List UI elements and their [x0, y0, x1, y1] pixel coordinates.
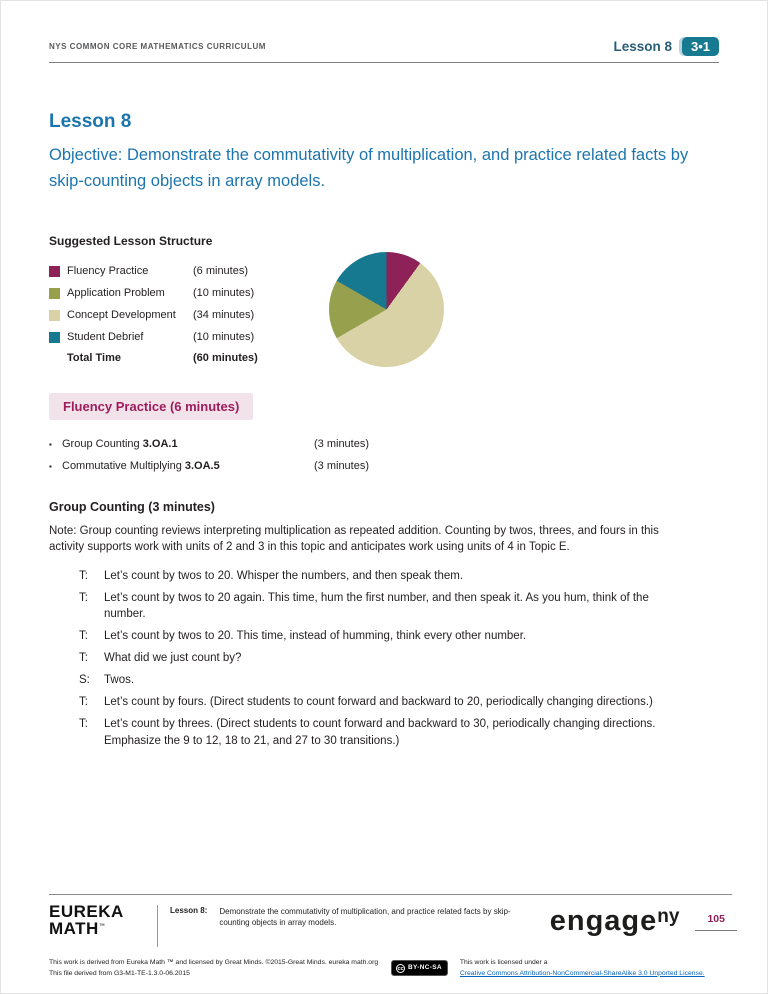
- dialogue-text: Twos.: [104, 674, 135, 687]
- page-footer: [49, 903, 737, 947]
- dialogue-text: Let’s count by fours. (Direct students to count forward and backward to 20, periodically changing directions.): [104, 696, 653, 709]
- dialogue-speaker: T:: [79, 569, 88, 582]
- license-notice: [460, 958, 737, 979]
- dialogue-speaker: T:: [79, 652, 88, 665]
- legend-item-time: (10 minutes): [193, 331, 255, 344]
- header-lesson-label: Lesson 8: [613, 39, 672, 54]
- fluency-practice-banner: Fluency Practice (6 minutes): [49, 393, 253, 420]
- engage-ny-logo: [550, 905, 680, 938]
- dialogue-text: What did we just count by?: [104, 652, 242, 665]
- activity-time: (3 minutes): [314, 460, 370, 473]
- header-right: [613, 37, 719, 56]
- total-time-value: (60 minutes): [193, 352, 258, 365]
- dialogue-speaker: T:: [79, 630, 88, 643]
- fluency-activity: [49, 460, 719, 482]
- lesson-structure-item: [49, 260, 289, 282]
- curriculum-label: NYS COMMON CORE MATHEMATICS CURRICULUM: [49, 42, 266, 51]
- eureka-logo-math: MATH: [49, 919, 99, 938]
- legend-item-time: (34 minutes): [193, 309, 255, 322]
- cc-by-nc-sa-badge: [391, 960, 448, 976]
- bullet-icon: ▪: [49, 440, 52, 450]
- legend-item-label: Concept Development: [67, 309, 176, 322]
- legend-color-swatch: [49, 332, 60, 343]
- activity-time: (3 minutes): [314, 438, 370, 451]
- dialogue-speaker: S:: [79, 674, 90, 687]
- dialogue-list: [49, 568, 719, 749]
- legend-color-swatch: [49, 266, 60, 277]
- license-prefix: This work is licensed under a: [459, 959, 548, 966]
- activity-standard: 3.OA.1: [142, 438, 178, 451]
- legend-item-time: (6 minutes): [193, 265, 249, 278]
- dialogue-line: [79, 694, 719, 710]
- lesson-title: Lesson 8: [49, 111, 132, 132]
- structure-heading: Suggested Lesson Structure: [49, 234, 213, 249]
- dialogue-line: [79, 650, 719, 666]
- lesson-objective: Objective: Demonstrate the commutativity of multiplication, and practice related facts by skip-counting objects in array models.: [49, 146, 689, 190]
- derivation-line1: This work is derived from Eureka Math ™ and licensed by Great Minds. ©2015-Great Minds. eureka math.org: [49, 959, 379, 966]
- dialogue-line: [79, 568, 719, 584]
- dialogue-speaker: T:: [79, 718, 88, 731]
- lesson-structure-item: [49, 304, 289, 326]
- legend-item-time: (10 minutes): [193, 287, 255, 300]
- page-number: 105: [695, 911, 737, 931]
- dialogue-line: [79, 590, 719, 622]
- group-counting-heading: Group Counting (3 minutes): [49, 500, 215, 515]
- eureka-logo-line2: [49, 920, 149, 937]
- page-header: [49, 37, 719, 56]
- grade-module-badge: 3•1: [682, 37, 719, 56]
- footer-divider: [49, 894, 732, 895]
- activity-text: [62, 460, 314, 472]
- dialogue-speaker: T:: [79, 591, 88, 604]
- fluency-activity: [49, 438, 719, 460]
- creative-commons-icon: cc: [397, 965, 404, 972]
- footer-lesson-label: Lesson 8:: [170, 906, 208, 915]
- engage-ny-logo-sup: ny: [657, 906, 680, 927]
- header-divider: [49, 62, 719, 63]
- lesson-structure-item: [49, 326, 289, 348]
- dialogue-speaker: T:: [79, 696, 88, 709]
- lesson-structure-section: [49, 260, 719, 367]
- dialogue-text: Let’s count by twos to 20. This time, instead of humming, think every other number.: [104, 630, 527, 643]
- total-time-row: [49, 352, 289, 364]
- cc-badge-label: BY-NC-SA: [408, 964, 442, 971]
- fluency-activities-list: [49, 438, 719, 482]
- legend-item-label: Student Debrief: [67, 331, 144, 344]
- license-link[interactable]: Creative Commons Attribution-NonCommercial-ShareAlike 3.0 Unported License.: [459, 969, 705, 977]
- legend-color-swatch: [49, 310, 60, 321]
- license-strip: [49, 958, 737, 979]
- footer-lesson-description: Demonstrate the commutativity of multiplication, and practice related facts by skip-counting objects in array models.: [219, 907, 511, 928]
- legend-item-label: Fluency Practice: [67, 265, 149, 278]
- dialogue-text: Let’s count by threes. (Direct students to count forward and backward to 30, periodically changing directions. Emphasize the 9 to 12, 18 to 21, and 27 to 30 transitions.): [104, 718, 656, 747]
- dialogue-text: Let’s count by twos to 20. Whisper the numbers, and then speak them.: [104, 569, 464, 582]
- engage-ny-logo-text: engage: [549, 905, 658, 937]
- dialogue-line: [79, 628, 719, 644]
- group-counting-note: Note: Group counting reviews interpreting multiplication as repeated addition. Counting by twos, threes, and fours in this activity supports work with units of 2 and 3 in this topic and anticipates work using units of 4 in Topic E.: [49, 525, 659, 554]
- activity-standard: 3.OA.5: [184, 460, 220, 473]
- activity-name: Group Counting: [62, 438, 143, 451]
- eureka-logo-line1: EUREKA: [49, 902, 124, 921]
- dialogue-line: [79, 672, 719, 688]
- activity-text: [62, 438, 314, 450]
- legend-color-swatch: [49, 288, 60, 299]
- lesson-structure-item: [49, 282, 289, 304]
- derivation-line2: This file derived from G3-M1-TE-1.3.0-06.2015: [49, 969, 190, 977]
- derivation-notice: [49, 958, 379, 979]
- lesson-structure-legend: [49, 260, 289, 367]
- dialogue-line: [79, 716, 719, 748]
- trademark-symbol: ™: [98, 923, 106, 930]
- footer-vertical-divider: [157, 905, 158, 947]
- eureka-math-logo: [49, 903, 149, 937]
- lesson-structure-pie-chart: [329, 252, 444, 367]
- activity-name: Commutative Multiplying: [62, 460, 185, 473]
- legend-item-label: Application Problem: [67, 287, 165, 300]
- total-time-label: Total Time: [67, 352, 121, 365]
- dialogue-text: Let’s count by twos to 20 again. This time, hum the first number, and then speak it. As you hum, think of the number.: [104, 591, 649, 620]
- bullet-icon: ▪: [49, 462, 52, 472]
